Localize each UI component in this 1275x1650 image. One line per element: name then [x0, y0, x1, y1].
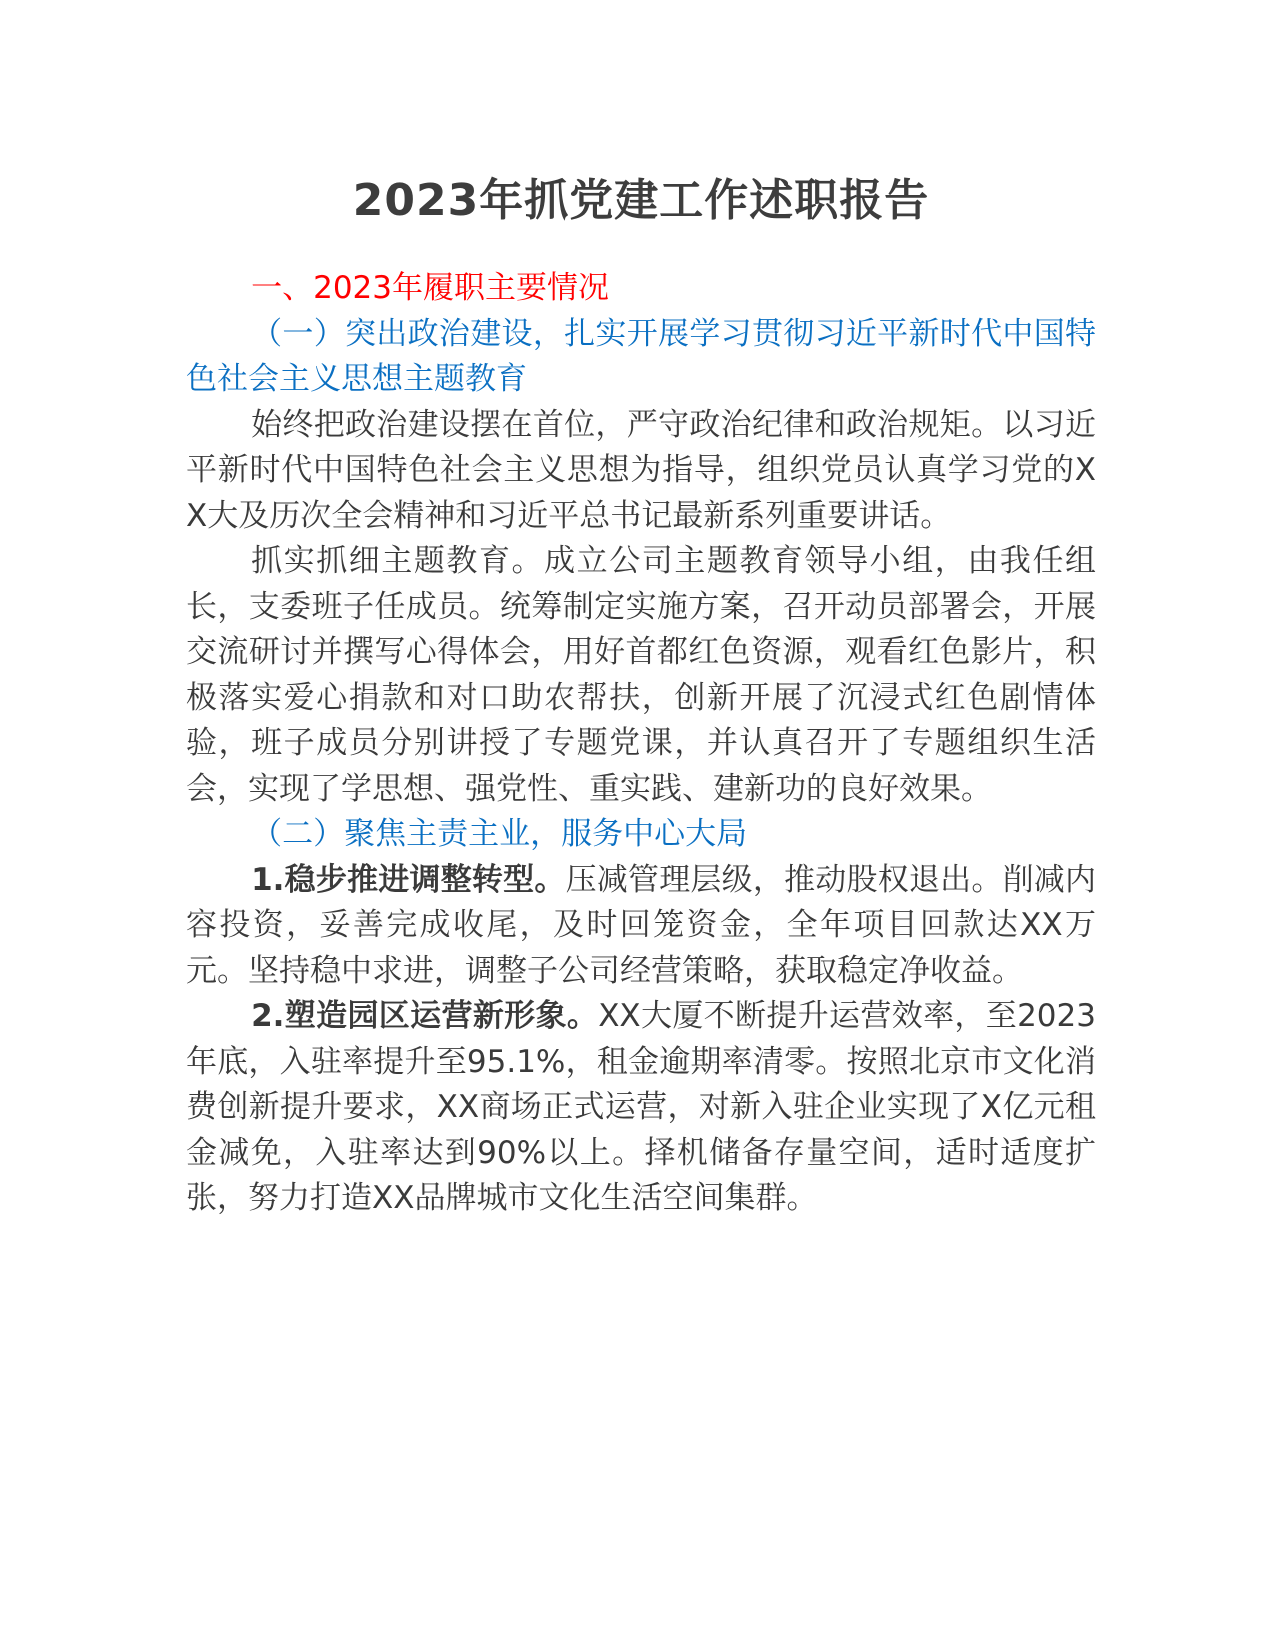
item-lead: 2.塑造园区运营新形象。	[251, 998, 599, 1034]
body-paragraph-political: 始终把政治建设摆在首位，严守政治纪律和政治规矩。以习近平新时代中国特色社会主义思想为指导，组织党员认真学习党的XX大及历次全会精神和习近平总书记最新系列重要讲话。	[186, 406, 1096, 534]
item-lead: 1.稳步推进调整转型。	[251, 861, 566, 898]
item-text: XX大厦不断提升运营效率，至2023年底，入驻率提升至95.1%，租金逾期率清零。按照北京市文化消费创新提升要求，XX商场正式运营，对新入驻企业实现了X亿元租金减免，入驻率达到90%以上。择机储备存量空间，适时适度扩张，努力打造XX品牌城市文化生活空间集群。	[186, 998, 1096, 1216]
document-page	[186, 170, 1096, 1222]
list-item	[186, 858, 1096, 995]
document-title: 2023年抓党建工作述职报告	[352, 175, 930, 226]
subsection-heading-1: （一）突出政治建设，扎实开展学习贯彻习近平新时代中国特色社会主义思想主题教育	[186, 315, 1096, 397]
list-item	[186, 994, 1096, 1222]
body-paragraph-theme-education: 抓实抓细主题教育。成立公司主题教育领导小组，由我任组长，支委班子任成员。统筹制定实施方案，召开动员部署会，开展交流研讨并撰写心得体会，用好首都红色资源，观看红色影片，积极落实爱心捐款和对口助农帮扶，创新开展了沉浸式红色剧情体验，班子成员分别讲授了专题党课，并认真召开了专题组织生活会，实现了学思想、强党性、重实践、建新功的良好效果。	[186, 543, 1096, 807]
subsection-heading-2: （二）聚焦主责主业，服务中心大局	[251, 816, 748, 852]
section-heading-1: 一、2023年履职主要情况	[251, 270, 609, 306]
item-text: 压减管理层级，推动股权退出。削减内容投资，妥善完成收尾，及时回笼资金，全年项目回款达XX万元。坚持稳中求进，调整子公司经营策略，获取稳定净收益。	[186, 861, 1096, 989]
